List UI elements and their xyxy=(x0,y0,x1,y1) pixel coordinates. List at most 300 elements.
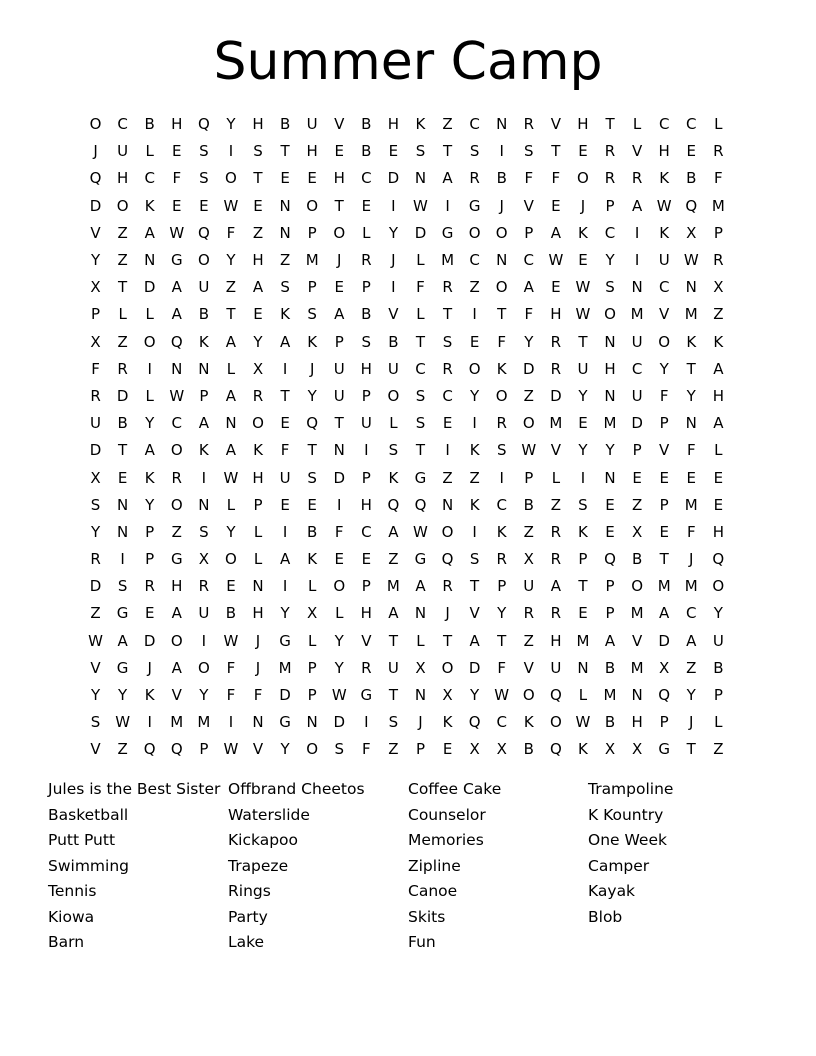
grid-letter: L xyxy=(253,522,263,541)
grid-letter: G xyxy=(414,550,427,569)
grid-letter: G xyxy=(360,686,373,705)
grid-letter: T xyxy=(334,414,344,433)
grid-letter: K xyxy=(388,468,399,487)
grid-letter: V xyxy=(90,740,101,759)
grid-row xyxy=(82,655,732,682)
grid-letter: F xyxy=(280,441,290,460)
word-item: Kayak xyxy=(588,882,636,900)
grid-letter: H xyxy=(360,359,372,378)
grid-letter: Z xyxy=(90,604,101,623)
grid-letter: H xyxy=(171,577,183,596)
grid-letter: T xyxy=(280,386,290,405)
grid-letter: S xyxy=(388,441,399,460)
grid-letter: M xyxy=(170,713,184,732)
grid-letter: Z xyxy=(117,332,128,351)
grid-letter: H xyxy=(252,604,264,623)
grid-letter: R xyxy=(361,251,372,270)
grid-letter: U xyxy=(631,386,643,405)
grid-letter: E xyxy=(659,522,669,541)
grid-letter: H xyxy=(116,169,129,188)
grid-letter: J xyxy=(391,251,396,270)
grid-letter: K xyxy=(198,441,209,460)
grid-letter: R xyxy=(523,115,534,134)
grid-letter: T xyxy=(497,305,507,324)
grid-letter: Y xyxy=(497,604,507,623)
grid-letter: S xyxy=(415,414,426,433)
grid-letter: X xyxy=(713,278,724,297)
grid-letter: L xyxy=(714,441,723,460)
grid-letter: U xyxy=(712,631,724,650)
grid-letter: S xyxy=(415,386,426,405)
grid-letter: O xyxy=(143,332,156,351)
grid-letter: R xyxy=(550,359,562,378)
grid-letter: Q xyxy=(143,740,156,759)
grid-letter: V xyxy=(523,658,534,677)
grid-letter: N xyxy=(496,251,508,270)
grid-letter: Q xyxy=(549,740,562,759)
grid-letter: V xyxy=(550,441,561,460)
grid-letter: O xyxy=(170,495,183,514)
grid-letter: R xyxy=(198,577,210,596)
grid-letter: K xyxy=(253,441,263,460)
grid-row xyxy=(82,682,732,709)
grid-letter: J xyxy=(580,196,586,215)
grid-letter: D xyxy=(387,169,400,188)
grid-letter: M xyxy=(630,604,644,623)
grid-letter: K xyxy=(144,686,155,705)
grid-letter: E xyxy=(117,468,128,487)
grid-letter: P xyxy=(199,740,209,759)
grid-letter: Q xyxy=(468,713,481,732)
grid-letter: F xyxy=(659,386,669,405)
grid-letter: I xyxy=(634,223,640,242)
grid-letter: H xyxy=(252,468,264,487)
grid-letter: T xyxy=(551,142,561,161)
grid-letter: A xyxy=(225,441,237,460)
grid-letter: U xyxy=(658,251,670,270)
grid-letter: U xyxy=(360,414,372,433)
grid-letter: L xyxy=(145,305,154,324)
grid-letter: X xyxy=(198,550,209,569)
grid-letter: Q xyxy=(197,115,210,134)
word-item: Waterslide xyxy=(228,805,310,824)
grid-letter: H xyxy=(712,386,724,405)
grid-letter: Q xyxy=(170,740,183,759)
word-item: Rings xyxy=(228,882,271,900)
grid-letter: Z xyxy=(117,223,128,242)
grid-letter: T xyxy=(226,305,236,324)
grid-letter: K xyxy=(578,223,588,242)
grid-letter: K xyxy=(496,522,507,541)
word-item: Kiowa xyxy=(48,907,95,926)
grid-row xyxy=(82,111,732,138)
grid-letter: I xyxy=(391,278,396,297)
grid-letter: K xyxy=(523,713,534,732)
grid-letter: S xyxy=(578,495,588,514)
grid-letter: N xyxy=(171,359,183,378)
grid-letter: J xyxy=(93,142,98,161)
grid-letter: N xyxy=(414,604,427,623)
grid-letter: G xyxy=(468,196,481,215)
word-item: Tennis xyxy=(48,882,97,900)
grid-row xyxy=(82,519,732,546)
grid-letter: A xyxy=(713,359,724,378)
word-item: Blob xyxy=(588,907,623,926)
grid-letter: V xyxy=(171,686,182,705)
grid-letter: P xyxy=(199,386,209,405)
grid-letter: C xyxy=(361,522,372,541)
grid-letter: X xyxy=(631,522,643,541)
grid-letter: T xyxy=(118,278,128,297)
grid-letter: I xyxy=(282,359,288,378)
grid-letter: K xyxy=(686,332,697,351)
grid-letter: O xyxy=(631,577,643,596)
grid-letter: L xyxy=(145,142,154,161)
grid-letter: I xyxy=(499,142,504,161)
grid-letter: T xyxy=(686,359,696,378)
grid-letter: E xyxy=(686,468,696,487)
grid-letter: T xyxy=(659,550,669,569)
grid-row xyxy=(82,736,732,763)
grid-letter: O xyxy=(252,414,264,433)
grid-letter: S xyxy=(361,332,372,351)
word-item: Trapeze xyxy=(228,856,289,875)
grid-letter: Y xyxy=(578,441,588,460)
grid-letter: A xyxy=(388,604,399,623)
grid-letter: D xyxy=(89,441,102,460)
grid-letter: X xyxy=(469,740,480,759)
grid-letter: T xyxy=(442,305,453,324)
grid-letter: W xyxy=(223,631,239,650)
grid-letter: E xyxy=(172,196,182,215)
grid-letter: T xyxy=(605,115,615,134)
grid-letter: P xyxy=(307,686,317,705)
grid-letter: B xyxy=(686,169,697,188)
grid-letter: C xyxy=(496,495,507,514)
word-item: Barn xyxy=(48,933,85,951)
grid-letter: I xyxy=(391,196,396,215)
word-column xyxy=(48,777,228,956)
grid-letter: P xyxy=(307,223,317,242)
grid-letter: Z xyxy=(279,251,291,270)
grid-letter: J xyxy=(445,604,450,623)
grid-letter: A xyxy=(631,196,643,215)
grid-letter: R xyxy=(550,332,562,351)
grid-letter: Y xyxy=(686,386,696,405)
grid-letter: N xyxy=(604,332,616,351)
grid-letter: T xyxy=(415,441,426,460)
grid-letter: Z xyxy=(550,495,561,514)
grid-letter: O xyxy=(495,223,508,242)
grid-letter: Q xyxy=(89,169,102,188)
grid-letter: I xyxy=(147,359,152,378)
grid-letter: F xyxy=(686,441,696,460)
grid-letter: T xyxy=(280,142,290,161)
grid-letter: Y xyxy=(659,359,669,378)
grid-row xyxy=(82,165,732,192)
grid-letter: A xyxy=(225,332,237,351)
grid-letter: N xyxy=(414,169,427,188)
grid-letter: N xyxy=(306,713,318,732)
grid-letter: C xyxy=(496,713,507,732)
grid-letter: C xyxy=(658,115,670,134)
grid-letter: U xyxy=(198,278,210,297)
grid-letter: E xyxy=(578,142,588,161)
grid-letter: I xyxy=(228,142,234,161)
grid-letter: Y xyxy=(90,251,101,270)
word-column xyxy=(588,777,768,930)
grid-row xyxy=(82,464,732,491)
grid-letter: A xyxy=(171,658,182,677)
grid-letter: H xyxy=(604,359,616,378)
grid-letter: K xyxy=(659,169,670,188)
grid-letter: B xyxy=(713,658,724,677)
grid-letter: P xyxy=(632,441,642,460)
grid-letter: P xyxy=(659,414,669,433)
grid-letter: W xyxy=(115,713,131,732)
grid-letter: B xyxy=(225,604,237,623)
grid-letter: T xyxy=(442,142,453,161)
grid-letter: A xyxy=(225,386,237,405)
grid-row xyxy=(82,628,732,655)
grid-letter: C xyxy=(415,359,426,378)
grid-letter: N xyxy=(225,414,237,433)
grid-letter: U xyxy=(550,658,562,677)
grid-letter: R xyxy=(117,359,128,378)
grid-letter: V xyxy=(631,142,643,161)
grid-letter: W xyxy=(169,386,185,405)
grid-letter: X xyxy=(90,468,101,487)
grid-letter: M xyxy=(630,305,644,324)
grid-letter: Y xyxy=(280,740,290,759)
grid-letter: R xyxy=(90,386,101,405)
grid-letter: A xyxy=(686,631,697,650)
grid-letter: U xyxy=(631,332,643,351)
grid-letter: D xyxy=(631,414,643,433)
grid-letter: N xyxy=(496,115,508,134)
grid-letter: G xyxy=(658,740,670,759)
grid-letter: D xyxy=(468,658,481,677)
grid-letter: P xyxy=(145,550,155,569)
grid-letter: S xyxy=(524,142,534,161)
grid-letter: L xyxy=(226,495,236,514)
grid-letter: O xyxy=(387,386,400,405)
grid-letter: N xyxy=(604,386,616,405)
grid-letter: I xyxy=(120,550,125,569)
grid-letter: Q xyxy=(685,196,698,215)
grid-letter: X xyxy=(631,740,643,759)
grid-letter: H xyxy=(171,115,183,134)
grid-letter: M xyxy=(603,686,617,705)
grid-letter: W xyxy=(575,713,591,732)
grid-letter: E xyxy=(469,332,480,351)
grid-letter: A xyxy=(171,278,182,297)
grid-letter: A xyxy=(171,305,182,324)
grid-letter: U xyxy=(279,468,291,487)
grid-letter: M xyxy=(305,251,319,270)
grid-letter: X xyxy=(307,604,318,623)
grid-letter: G xyxy=(116,658,129,677)
grid-letter: E xyxy=(361,196,372,215)
grid-letter: O xyxy=(468,223,481,242)
grid-letter: Y xyxy=(90,522,101,541)
grid-letter: J xyxy=(418,713,423,732)
grid-letter: J xyxy=(147,658,152,677)
grid-letter: F xyxy=(253,686,263,705)
grid-letter: U xyxy=(198,604,210,623)
grid-letter: E xyxy=(713,468,724,487)
grid-letter: W xyxy=(548,251,564,270)
grid-letter: I xyxy=(364,441,369,460)
grid-letter: O xyxy=(712,577,725,596)
grid-letter: Z xyxy=(117,740,128,759)
grid-letter: E xyxy=(226,577,236,596)
grid-letter: N xyxy=(144,251,156,270)
grid-letter: W xyxy=(413,196,428,215)
grid-letter: T xyxy=(334,196,344,215)
grid-letter: G xyxy=(116,604,129,623)
grid-letter: A xyxy=(713,414,724,433)
grid-letter: E xyxy=(307,495,317,514)
grid-letter: E xyxy=(713,495,724,514)
grid-letter: P xyxy=(605,577,615,596)
grid-letter: R xyxy=(523,604,534,623)
grid-letter: S xyxy=(90,495,101,514)
grid-letter: U xyxy=(90,414,102,433)
grid-letter: R xyxy=(90,550,101,569)
grid-letter: K xyxy=(415,115,426,134)
grid-letter: Y xyxy=(145,414,155,433)
grid-letter: P xyxy=(497,577,507,596)
grid-letter: O xyxy=(658,332,671,351)
grid-letter: Z xyxy=(523,631,534,650)
grid-letter: I xyxy=(228,713,234,732)
grid-letter: D xyxy=(279,686,291,705)
grid-letter: D xyxy=(89,577,102,596)
word-item: Party xyxy=(228,907,268,926)
grid-letter: P xyxy=(361,577,371,596)
grid-letter: X xyxy=(252,359,264,378)
grid-letter: I xyxy=(445,441,450,460)
grid-letter: Q xyxy=(441,550,454,569)
grid-letter: C xyxy=(658,278,670,297)
grid-letter: V xyxy=(659,441,670,460)
grid-letter: Y xyxy=(686,686,696,705)
grid-letter: N xyxy=(252,577,264,596)
grid-letter: N xyxy=(117,495,129,514)
grid-letter: F xyxy=(91,359,100,378)
grid-letter: F xyxy=(497,658,507,677)
grid-letter: E xyxy=(280,495,290,514)
grid-letter: B xyxy=(631,550,643,569)
grid-letter: X xyxy=(496,740,507,759)
grid-letter: N xyxy=(279,196,291,215)
grid-letter: R xyxy=(144,577,155,596)
grid-letter: P xyxy=(307,278,317,297)
grid-letter: L xyxy=(578,686,588,705)
grid-letter: Z xyxy=(225,278,237,297)
grid-letter: E xyxy=(144,604,155,623)
grid-row xyxy=(82,410,732,437)
grid-letter: U xyxy=(387,359,399,378)
word-item: Memories xyxy=(408,831,484,849)
grid-letter: C xyxy=(144,169,155,188)
grid-letter: H xyxy=(306,142,318,161)
grid-letter: I xyxy=(201,468,207,487)
word-item: Fun xyxy=(408,933,436,951)
grid-letter: Z xyxy=(469,468,480,487)
grid-letter: H xyxy=(360,604,372,623)
grid-letter: E xyxy=(280,169,290,188)
grid-letter: T xyxy=(307,441,317,460)
grid-letter: N xyxy=(631,686,643,705)
grid-letter: N xyxy=(414,686,427,705)
grid-letter: N xyxy=(252,713,264,732)
grid-letter: K xyxy=(659,223,670,242)
grid-letter: O xyxy=(468,359,481,378)
grid-letter: E xyxy=(551,196,561,215)
grid-letter: A xyxy=(279,550,291,569)
grid-letter: I xyxy=(634,251,640,270)
grid-letter: L xyxy=(714,713,723,732)
grid-letter: E xyxy=(307,169,317,188)
grid-letter: R xyxy=(496,414,507,433)
grid-letter: A xyxy=(604,631,616,650)
grid-letter: T xyxy=(686,740,696,759)
grid-letter: R xyxy=(550,604,562,623)
grid-letter: C xyxy=(523,251,535,270)
grid-letter: Q xyxy=(604,550,616,569)
grid-letter: I xyxy=(472,414,477,433)
grid-letter: I xyxy=(282,522,288,541)
grid-letter: O xyxy=(197,658,210,677)
grid-letter: J xyxy=(689,550,694,569)
grid-letter: N xyxy=(198,495,210,514)
grid-letter: A xyxy=(144,223,155,242)
grid-letter: H xyxy=(631,713,643,732)
grid-letter: O xyxy=(441,658,454,677)
grid-letter: Q xyxy=(414,495,427,514)
grid-letter: A xyxy=(252,278,264,297)
grid-letter: R xyxy=(469,169,480,188)
grid-letter: F xyxy=(714,169,723,188)
grid-row xyxy=(82,193,732,220)
grid-letter: I xyxy=(472,305,477,324)
grid-letter: Y xyxy=(334,658,344,677)
grid-row xyxy=(82,274,732,301)
grid-letter: O xyxy=(306,740,319,759)
grid-letter: Q xyxy=(658,686,671,705)
grid-letter: T xyxy=(415,332,426,351)
grid-row xyxy=(82,247,732,274)
grid-letter: C xyxy=(171,414,183,433)
grid-letter: Y xyxy=(253,332,263,351)
grid-letter: O xyxy=(604,305,616,324)
grid-letter: D xyxy=(333,468,346,487)
grid-letter: Z xyxy=(523,522,534,541)
grid-letter: S xyxy=(469,142,480,161)
grid-letter: C xyxy=(686,604,697,623)
grid-letter: F xyxy=(226,223,236,242)
grid-letter: K xyxy=(307,332,318,351)
grid-letter: N xyxy=(441,495,454,514)
grid-letter: N xyxy=(685,278,697,297)
grid-letter: S xyxy=(307,468,317,487)
grid-letter: B xyxy=(496,169,507,188)
grid-letter: W xyxy=(331,686,347,705)
grid-letter: S xyxy=(388,713,399,732)
grid-letter: O xyxy=(306,196,319,215)
